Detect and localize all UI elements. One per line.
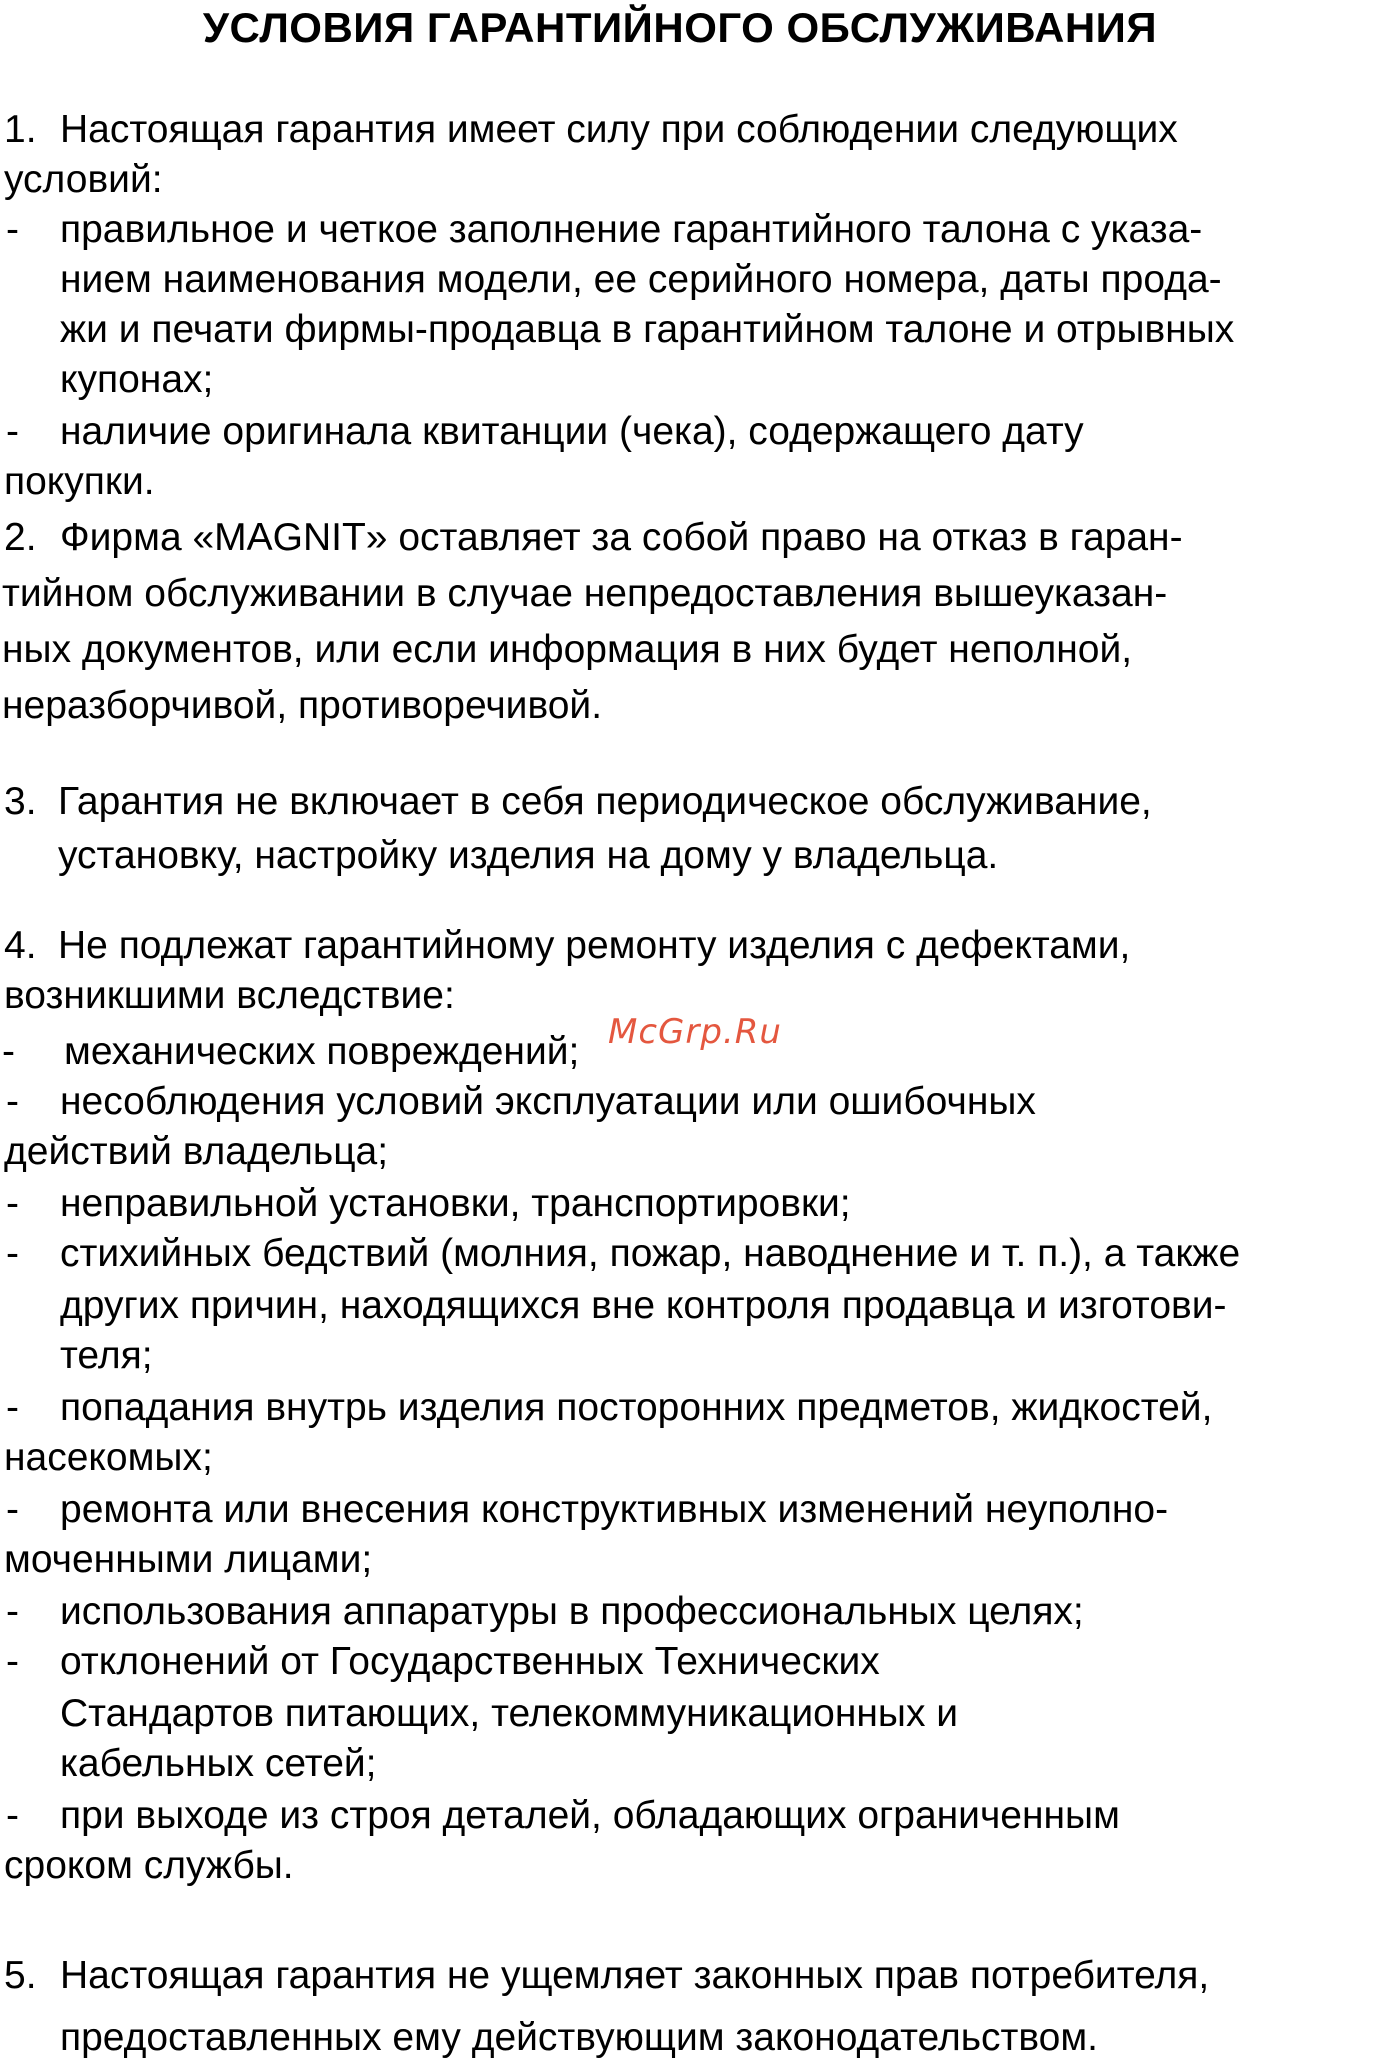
item-4-bullet-3: неправильной установки, транспортировки;	[60, 1182, 851, 1225]
bullet-dash: -	[6, 410, 19, 453]
item-4-bullet-9-line-1: при выходе из строя деталей, обладающих ограниченным	[60, 1794, 1120, 1837]
item-4-bullet-4-line-3: теля;	[60, 1334, 153, 1377]
bullet-dash: -	[6, 1182, 19, 1225]
item-2-line-2: тийном обслуживании в случае непредоставления вышеуказан-	[2, 572, 1168, 615]
item-4-bullet-9-line-2: сроком службы.	[4, 1844, 294, 1887]
bullet-dash: -	[2, 1030, 15, 1073]
item-1-number: 1.	[4, 108, 37, 151]
page-title: УСЛОВИЯ ГАРАНТИЙНОГО ОБСЛУЖИВАНИЯ	[202, 4, 1158, 51]
item-1-line-1: Настоящая гарантия имеет силу при соблюдении следующих	[60, 108, 1178, 151]
item-4-bullet-2-line-2: действий владельца;	[4, 1130, 389, 1173]
item-2-line-3: ных документов, или если информация в них будет неполной,	[2, 628, 1133, 671]
bullet-dash: -	[6, 1080, 19, 1123]
item-2-line-1: Фирма «MAGNIT» оставляет за собой право на отказ в гаран-	[60, 516, 1183, 559]
item-3-line-2: установку, настройку изделия на дому у владельца.	[58, 834, 999, 877]
item-2-number: 2.	[4, 516, 37, 559]
item-4-bullet-4-line-2: других причин, находящихся вне контроля продавца и изготови-	[60, 1284, 1227, 1327]
item-4-bullet-1: механических повреждений;	[64, 1030, 580, 1073]
item-4-bullet-7: использования аппаратуры в профессиональных целях;	[60, 1590, 1084, 1633]
item-4-bullet-6-line-2: моченными лицами;	[4, 1538, 373, 1581]
item-4-bullet-8-line-2: Стандартов питающих, телекоммуникационных и	[60, 1692, 959, 1735]
item-5-line-2: предоставленных ему действующим законодательством.	[60, 2016, 1099, 2059]
bullet-dash: -	[6, 1386, 19, 1429]
item-1-bullet-1-line-4: купонах;	[60, 358, 214, 401]
item-4-number: 4.	[4, 924, 37, 967]
item-4-bullet-2-line-1: несоблюдения условий эксплуатации или ошибочных	[60, 1080, 1036, 1123]
item-5-line-1: Настоящая гарантия не ущемляет законных прав потребителя,	[60, 1954, 1210, 1997]
item-1-line-2: условий:	[4, 158, 163, 201]
item-1-bullet-1-line-1: правильное и четкое заполнение гарантийного талона с указа-	[60, 208, 1203, 251]
item-4-bullet-8-line-3: кабельных сетей;	[60, 1742, 377, 1785]
bullet-dash: -	[6, 1488, 19, 1531]
item-1-bullet-2-line-2: покупки.	[4, 460, 155, 503]
item-5-number: 5.	[4, 1954, 37, 1997]
bullet-dash: -	[6, 1640, 19, 1683]
bullet-dash: -	[6, 1232, 19, 1275]
item-4-bullet-5-line-1: попадания внутрь изделия посторонних предметов, жидкостей,	[60, 1386, 1213, 1429]
watermark-text: McGrp.Ru	[608, 1012, 782, 1052]
bullet-dash: -	[6, 208, 19, 251]
item-1-bullet-1-line-3: жи и печати фирмы-продавца в гарантийном талоне и отрывных	[60, 308, 1235, 351]
item-4-bullet-6-line-1: ремонта или внесения конструктивных изменений неуполно-	[60, 1488, 1169, 1531]
item-1-bullet-2-line-1: наличие оригинала квитанции (чека), содержащего дату	[60, 410, 1084, 453]
item-1-bullet-1-line-2: нием наименования модели, ее серийного номера, даты прода-	[60, 258, 1222, 301]
bullet-dash: -	[6, 1590, 19, 1633]
item-4-bullet-4-line-1: стихийных бедствий (молния, пожар, наводнение и т. п.), а также	[60, 1232, 1241, 1275]
item-4-bullet-5-line-2: насекомых;	[4, 1436, 213, 1479]
item-3-line-1: Гарантия не включает в себя периодическое обслуживание,	[58, 780, 1152, 823]
item-4-line-1: Не подлежат гарантийному ремонту изделия с дефектами,	[58, 924, 1131, 967]
bullet-dash: -	[6, 1794, 19, 1837]
item-4-line-2: возникшими вследствие:	[4, 974, 455, 1017]
item-4-bullet-8-line-1: отклонений от Государственных Технических	[60, 1640, 880, 1683]
item-3-number: 3.	[4, 780, 37, 823]
item-2-line-4: неразборчивой, противоречивой.	[2, 684, 603, 727]
